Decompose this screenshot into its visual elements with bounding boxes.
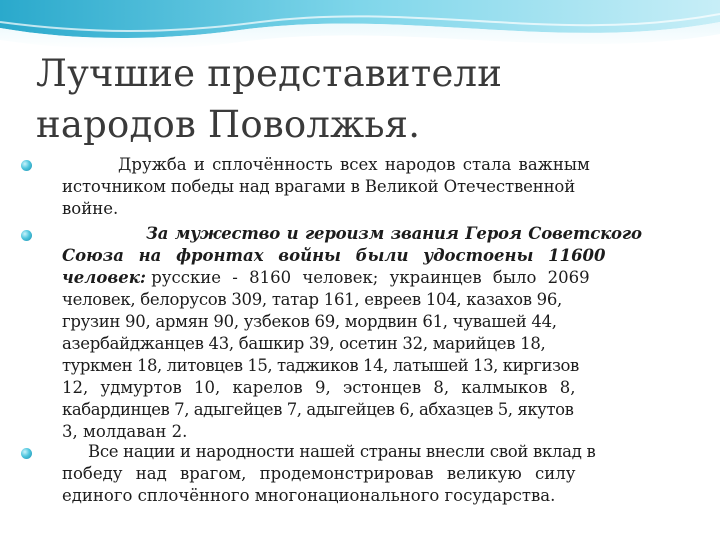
bullet-line: войне. <box>62 199 119 218</box>
title-line: Лучшие представители <box>36 52 503 95</box>
bullet-line: За мужество и героизм звания Героя Советского <box>146 224 642 243</box>
bullet-line: 12, удмуртов 10, карелов 9, эстонцев 8, калмыков 8, <box>62 378 576 397</box>
bullet-line: грузин 90, армян 90, узбеков 69, мордвин 61, чувашей 44, <box>62 312 557 331</box>
bullet-line: победу над врагом, продемонстрировав великую силу <box>62 464 576 483</box>
bullet-dot-icon <box>21 230 32 241</box>
bullet-line: Дружба и сплочённость всех народов стала важным <box>118 155 590 174</box>
heroes-russians-text: русские - 8160 человек; украинцев было 2069 <box>151 268 590 287</box>
bullet-dot-icon <box>21 160 32 171</box>
bullet-line: источником победы над врагами в Великой Отечественной <box>62 177 576 196</box>
bullet-line: Все нации и народности нашей страны внесли свой вклад в <box>88 442 596 461</box>
bullet-line: Союза на фронтах войны были удостоены 11600 <box>62 246 606 265</box>
bullet-line: человек, белорусов 309, татар 161, евреев 104, казахов 96, <box>62 290 563 309</box>
bullet-line: азербайджанцев 43, башкир 39, осетин 32, марийцев 18, <box>62 334 546 353</box>
slide-title <box>36 48 696 150</box>
bullet-line: туркмен 18, литовцев 15, таджиков 14, латышей 13, киргизов <box>62 356 579 375</box>
bullet-dot-icon <box>21 448 32 459</box>
bullet-line-combined <box>62 267 682 289</box>
bullet-line: единого сплочённого многонационального государства. <box>62 486 556 505</box>
bullet-line: кабардинцев 7, адыгейцев 7, адыгейцев 6, абхазцев 5, якутов <box>62 400 574 419</box>
heroes-count-label: человек: <box>62 268 146 287</box>
bullet-line: 3, молдаван 2. <box>62 422 188 441</box>
title-line: народов Поволжья. <box>36 103 421 146</box>
